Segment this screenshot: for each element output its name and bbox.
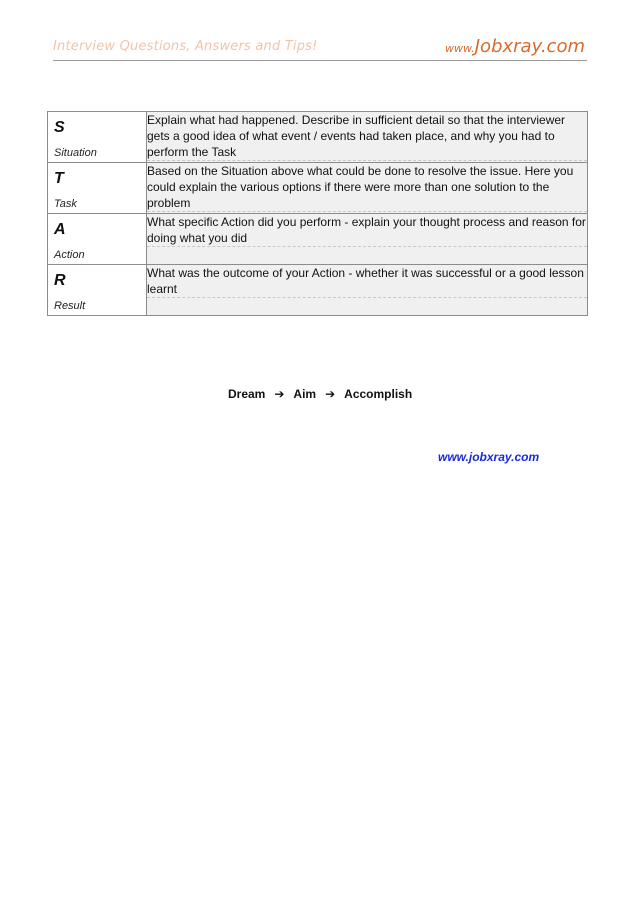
star-key-cell [48,214,147,265]
header-site-brand[interactable] [445,36,585,57]
star-description: Based on the Situation above what could be done to resolve the issue. Here you could explain the various options if there were more than one solution to the problem [147,163,587,212]
star-word: Action [54,249,85,261]
table-row-action [48,214,588,265]
table-row-task [48,163,588,214]
motto-line [228,387,412,401]
star-key-cell [48,112,147,163]
header-divider [53,60,587,61]
motto-aim: Aim [293,387,317,401]
star-description: What was the outcome of your Action - whether it was successful or a good lesson learnt [147,265,587,298]
arrow-right-icon: ➔ [325,387,336,401]
star-key-cell [48,163,147,214]
table-row-result [48,265,588,316]
star-word: Task [54,198,77,210]
star-letter: A [54,221,66,238]
header-www-prefix: www. [444,42,475,55]
star-word: Situation [54,147,97,159]
star-letter: R [54,272,66,289]
star-letter: S [54,119,65,136]
star-description-cell [147,265,588,316]
footer-site-link[interactable]: www.jobxray.com [438,450,540,464]
page-header [53,36,587,60]
star-method-table [47,111,588,316]
header-brand-name: Jobxray.com [474,36,585,57]
star-description-cell [147,214,588,265]
star-description: Explain what had happened. Describe in sufficient detail so that the interviewer gets a good idea of what event / events had taken place, and why you had to perform the Task [147,112,587,161]
star-letter: T [54,170,64,187]
star-description: What specific Action did you perform - explain your thought process and reason for doing what you did [147,215,586,245]
star-description-cell [147,163,588,214]
header-tagline: Interview Questions, Answers and Tips! [53,39,318,54]
motto-dream: Dream [228,387,266,401]
star-description-cell [147,112,588,163]
motto-accomplish: Accomplish [344,387,413,401]
star-key-cell [48,265,147,316]
table-row-situation [48,112,588,163]
arrow-right-icon: ➔ [274,387,285,401]
star-word: Result [54,300,86,312]
